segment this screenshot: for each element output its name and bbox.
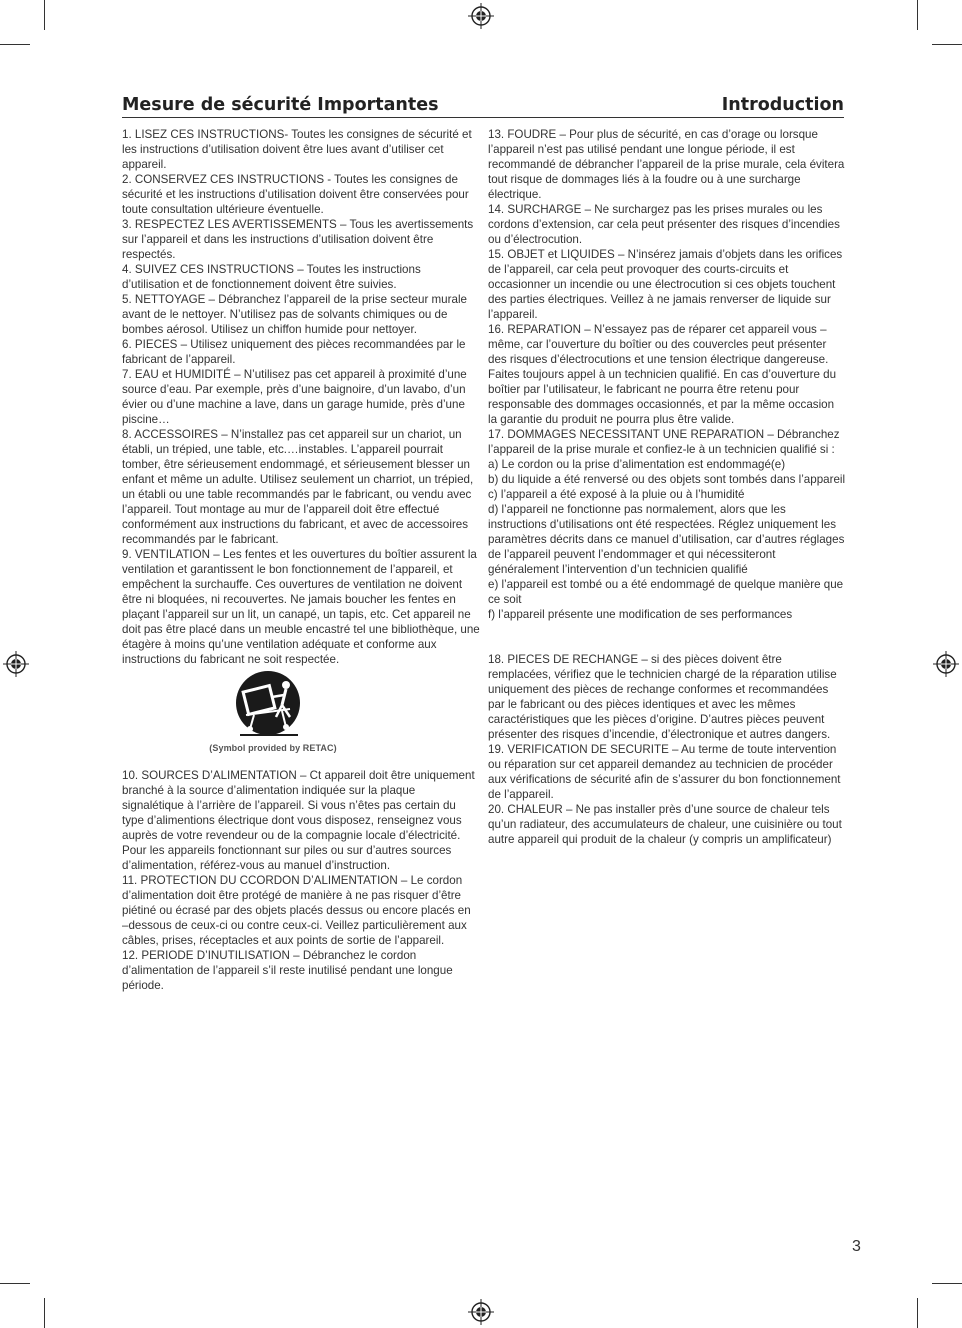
crop-mark-bottom-left-h (0, 1283, 30, 1284)
registration-mark-icon-left (3, 651, 29, 677)
chapter-title: Introduction (721, 95, 844, 115)
list-item-c: c) l’appareil a été exposé à la pluie ou à l’humidité (488, 488, 745, 501)
paragraph-19: 19. VERIFICATION DE SECURITE – Au terme de toute intervention ou réparation sur cet appareil demandez au technicien de procéder aux vérifications de sécurité afin de s’assurer du bon fonctionnement de l’appareil. (488, 743, 841, 801)
symbol-caption: (Symbol provided by RETAC) (209, 743, 337, 753)
crop-mark-top-left-v (44, 0, 45, 30)
paragraph-18: 18. PIECES DE RECHANGE – si des pièces doivent être remplacées, vérifiez que le technicien chargé de la réparation utilise uniquement des pièces de rechange conformes et recommandées par le fabricant ou des pièces identiques et avec les mêmes caractéristiques que les pièces d’origine. D’autres pièces peuvent présenter des risques d’incendie, d’électronique et autres dangers. (488, 653, 837, 741)
paragraph-3: 3. RESPECTEZ LES AVERTISSEMENTS – Tous les avertissements sur l’appareil et dans les instructions d’utilisation doivent être respectés. (122, 218, 474, 261)
paragraph-8: 8. ACCESSOIRES – N’installez pas cet appareil sur un chariot, un établi, un trépied, une table, etc.…instables. L’appareil pourrait tomber, être sérieusement endommagé, et sérieusement blesser un enfant et même un adulte. Utilisez seulement un charriot, un trépied, un établi ou une table recommandés par le fabricant, ou vendu avec l’appareil. Tout montage au mur de l’appareil doit être effectué conformément aux instructions du fabricant, et avec de accessoires recommandés par le fabricant. (122, 428, 474, 546)
paragraph-17: 17. DOMMAGES NECESSITANT UNE REPARATION – Débranchez l’appareil de la prise murale et confiez-le à un technicien qualifié si : (488, 428, 840, 456)
crop-mark-top-left-h (0, 44, 30, 45)
cart-tip-over-icon (198, 669, 348, 739)
right-column (488, 127, 846, 847)
page-number: 3 (852, 1238, 861, 1255)
left-column (122, 127, 480, 993)
registration-mark-icon-bottom (468, 1299, 494, 1325)
crop-mark-top-right-v (917, 0, 918, 30)
list-item-b: b) du liquide a été renversé ou des objets sont tombés dans l’appareil (488, 473, 846, 486)
paragraph-16: 16. REPARATION – N’essayez pas de réparer cet appareil vous –même, car l’ouverture du boîtier ou des couvercles peut présenter des risques d’électrocutions et une tension électrique dangereuse. Faites toujours appel à un technicien qualifié. En cas d’ouverture du boîtier par l’utilisateur, le fabricant ne pourra être retenu pour responsable des dommages occasionnés, et par la même occasion la garantie du produit ne pourra plus être valide. (488, 323, 837, 426)
paragraph-11: 11. PROTECTION DU CCORDON D’ALIMENTATION – Le cordon d’alimentation doit être protégé de manière à ne pas risquer d’être piétiné ou écrasé par des objets placés dessus ou encore placés en –dessous de ceux-ci ou contre ceux-ci. Veillez particulièrement aux câbles, prises, réceptacles et aux points de sortie de l’appareil. (122, 874, 471, 947)
crop-mark-bottom-right-h (932, 1283, 962, 1284)
paragraph-13: 13. FOUDRE – Pour plus de sécurité, en cas d’orage ou lorsque l’appareil n’est pas utilisé pendant une longue période, il est recommandé de débrancher l’appareil de la prise murale, cela évitera tout risque de dommages liés à la foudre ou à une surcharge électrique. (488, 128, 845, 201)
paragraph-6: 6. PIECES – Utilisez uniquement des pièces recommandées par le fabricant de l’appareil. (122, 338, 466, 366)
paragraph-2: 2. CONSERVEZ CES INSTRUCTIONS - Toutes les consignes de sécurité et les instructions d’utilisation doivent être conservées pour toute consultation ultérieure éventuelle. (122, 173, 469, 216)
cart-warning-symbol (198, 669, 348, 756)
paragraph-9: 9. VENTILATION – Les fentes et les ouvertures du boîtier assurent la ventilation et garantissent le bon fonctionnement de l’appareil, et empêchent la surchauffe. Ces ouvertures de ventilation ne doivent être ni bloquées, ni recouvertes. Ne jamais boucher les fentes en plaçant l’appareil sur un lit, un canapé, un tapis, etc. Cet appareil ne doit pas être placé dans un meuble encastré tel une bibliothèque, une étagère à moins qu’une ventilation adéquate et conforme aux instructions du fabricant ne soit respectée. (122, 548, 480, 666)
list-item-d: d) l’appareil ne fonctionne pas normalement, alors que les instructions d’utilisations ont été respectées. Réglez uniquement les paramètres décrits dans ce manuel d’utilisation, car d’autres réglages de l’appareil peuvent l’endommager et qui nécessiteront généralement l’intervention d’un technicien qualifié (488, 503, 845, 576)
page-header (122, 95, 844, 118)
registration-mark-icon-right (933, 651, 959, 677)
paragraph-4: 4. SUIVEZ CES INSTRUCTIONS – Toutes les instructions d’utilisation et de fonctionnement doivent être suivies. (122, 263, 421, 291)
paragraph-5: 5. NETTOYAGE – Débranchez l’appareil de la prise secteur murale avant de le nettoyer. N’utilisez pas de solvants chimiques ou de bombes aérosol. Utilisez un chiffon humide pour nettoyer. (122, 293, 467, 336)
crop-mark-bottom-left-v (44, 1298, 45, 1328)
spacer (488, 622, 846, 652)
paragraph-15: 15. OBJET et LIQUIDES – N’insérez jamais d’objets dans les orifices de l’appareil, car cela peut provoquer des courts-circuits et occasionner un incendie ou une électrocution si ces objets touchent des parties électriques. Veillez à ne jamais renverser de liquide sur l’appareil. (488, 248, 843, 321)
section-title: Mesure de sécurité Importantes (122, 95, 439, 115)
registration-mark-icon-top (468, 3, 494, 29)
list-item-f: f) l’appareil présente une modification de ses performances (488, 608, 793, 621)
paragraph-7: 7. EAU et HUMIDITÉ – N’utilisez pas cet appareil à proximité d’une source d’eau. Par exemple, près d’une baignoire, d’un lavabo, d’un évier ou d’une machine a lave, dans un garage humide, près d’une piscine… (122, 368, 467, 426)
paragraph-14: 14. SURCHARGE – Ne surchargez pas les prises murales ou les cordons d’extension, car cela peut présenter des risques d’incendies ou d’électrocution. (488, 203, 840, 246)
list-item-a: a) Le cordon ou la prise d’alimentation est endommagé(e) (488, 458, 786, 471)
paragraph-1: 1. LISEZ CES INSTRUCTIONS- Toutes les consignes de sécurité et les instructions d’utilisation doivent être lues avant d’utiliser cet appareil. (122, 128, 472, 171)
crop-mark-top-right-h (932, 44, 962, 45)
paragraph-20: 20. CHALEUR – Ne pas installer près d’une source de chaleur tels qu’un radiateur, des accumulateurs de chaleur, une cuisinière ou tout autre appareil qui produit de la chaleur (y compris un amplificateur) (488, 803, 842, 846)
paragraph-10: 10. SOURCES D’ALIMENTATION – Ct appareil doit être uniquement branché à la source d’alimentation indiquée sur la plaque signalétique à l’arrière de l’appareil. Si vous n’êtes pas certain du type d’alimentions électrique dont vous disposez, renseignez vous auprès de votre revendeur ou de la compagnie locale d’électricité. Pour les appareils fonctionnant sur piles ou sur d’autres sources d’alimentation, référez-vous au manuel d’instruction. (122, 769, 475, 872)
list-item-e: e) l’appareil est tombé ou a été endommagé de quelque manière que ce soit (488, 578, 844, 606)
crop-mark-bottom-right-v (917, 1298, 918, 1328)
paragraph-12: 12. PERIODE D’INUTILISATION – Débranchez le cordon d’alimentation de l’appareil s’il reste inutilisé pendant une longue période. (122, 949, 453, 992)
